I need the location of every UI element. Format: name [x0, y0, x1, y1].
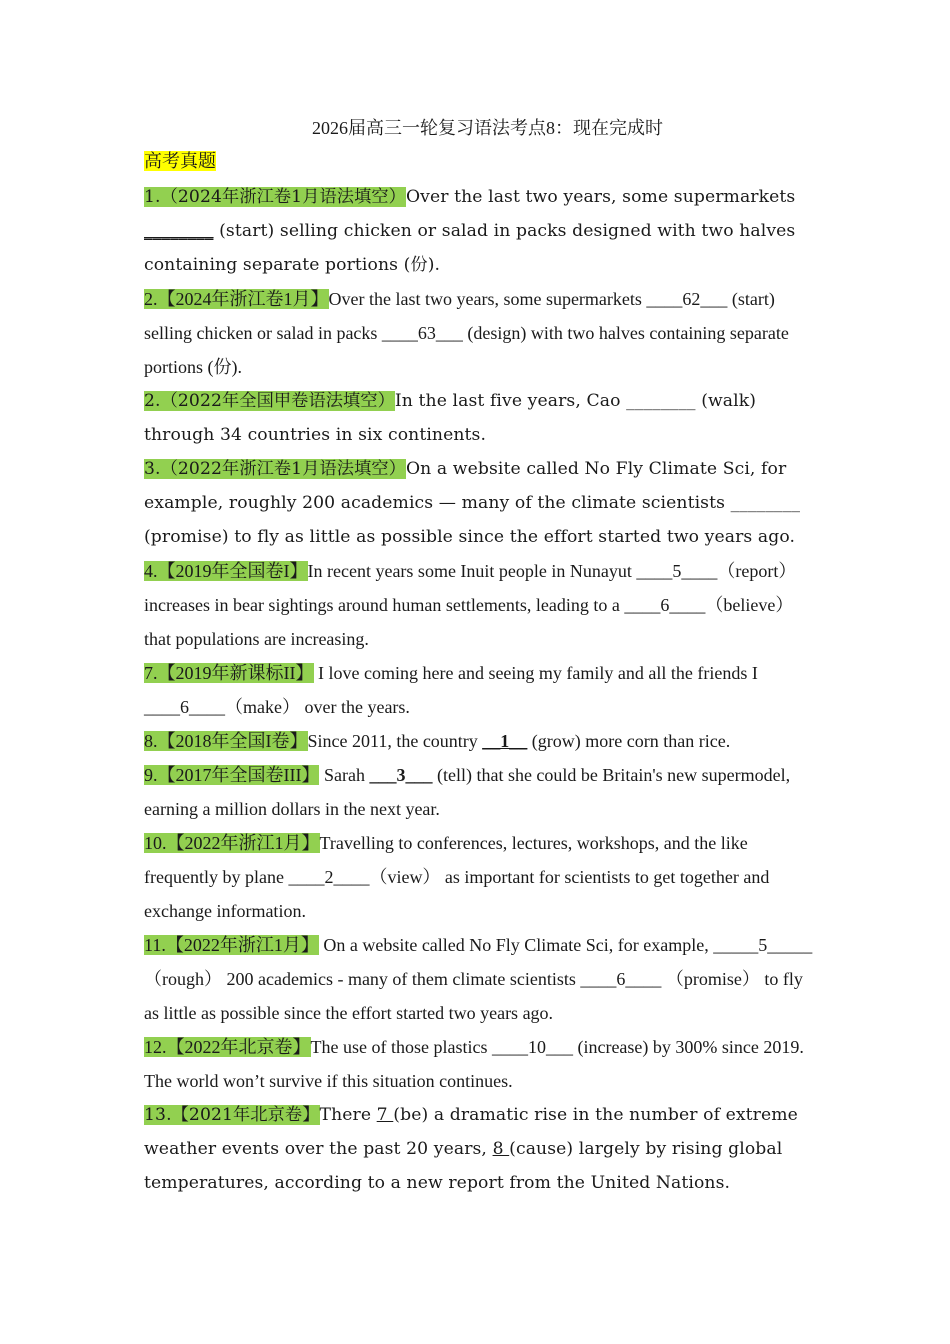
question-source-tag: 1.（2024年浙江卷1月语法填空） [144, 187, 406, 207]
answer-blank: ________ [144, 221, 214, 241]
question-text: In recent years some Inuit people in Nunayut ____5____（report） increases in bear sightings around human settlements, leading to a ____6____（believe） that populations are increasing. [144, 561, 797, 649]
question-item [144, 724, 814, 758]
question-source-tag: 2.【2024年浙江卷1月】 [144, 289, 329, 309]
question-text: On a website called No Fly Climate Sci, for example, roughly 200 academics — many of the climate scientists ________ (promise) to fly as little as possible since the effort started two years ago. [144, 459, 801, 547]
section-label [144, 148, 216, 174]
question-item [144, 758, 814, 826]
section-label-text: 高考真题 [144, 151, 216, 171]
answer-blank: 7 [376, 1105, 394, 1125]
question-item [144, 180, 814, 282]
question-item [144, 656, 814, 724]
question-item [144, 928, 814, 1030]
question-text: Over the last two years, some supermarkets [405, 187, 796, 207]
question-text: (be) a dramatic rise in the number of extreme weather events over the past 20 years, [144, 1105, 798, 1159]
question-source-tag: 8.【2018年全国I卷】 [144, 731, 308, 751]
question-text: I love coming here and seeing my family and all the friends I ____6____（make） over the years. [144, 663, 758, 717]
question-text: (cause) largely by rising global temperatures, according to a new report from the United Nations. [144, 1139, 783, 1193]
question-text: Over the last two years, some supermarkets ____62___ (start) selling chicken or salad in packs ____63___ (design) with two halves containing separate portions (份). [144, 289, 789, 377]
question-source-tag: 4.【2019年全国卷I】 [144, 561, 308, 581]
question-text: There [319, 1105, 377, 1125]
question-item [144, 282, 814, 384]
answer-blank: 8 [492, 1139, 510, 1159]
question-text: Since 2011, the country [307, 731, 483, 751]
question-source-tag: 10.【2022年浙江1月】 [144, 833, 320, 853]
question-text: The use of those plastics ____10___ (increase) by 300% since 2019. The world won’t survive if this situation continues. [144, 1037, 804, 1091]
question-item [144, 554, 814, 656]
question-source-tag: 11.【2022年浙江1月】 [144, 935, 319, 955]
question-source-tag: 13.【2021年北京卷】 [144, 1105, 320, 1125]
question-item [144, 826, 814, 928]
question-source-tag: 3.（2022年浙江卷1月语法填空） [144, 459, 406, 479]
question-list [144, 180, 814, 1200]
question-text: Sarah [319, 765, 370, 785]
question-item [144, 1030, 814, 1098]
page-title: 2026届高三一轮复习语法考点8：现在完成时 [312, 118, 663, 138]
question-source-tag: 9.【2017年全国卷III】 [144, 765, 320, 785]
question-text: (start) selling chicken or salad in packs designed with two halves containing separate portions (份). [144, 221, 796, 275]
question-text: In the last five years, Cao ________ (walk) through 34 countries in six continents. [144, 391, 757, 445]
question-item [144, 1098, 814, 1200]
question-item [144, 384, 814, 452]
question-item [144, 452, 814, 554]
question-text: (grow) more corn than rice. [527, 731, 731, 751]
question-source-tag: 7.【2019年新课标II】 [144, 663, 314, 683]
question-text: On a website called No Fly Climate Sci, for example, _____5_____（rough） 200 academics - many of them climate scientists ____6____ （promise） to fly as little as possible since the effort started two years ago. [144, 935, 813, 1023]
question-source-tag: 12.【2022年北京卷】 [144, 1037, 311, 1057]
question-source-tag: 2.（2022年全国甲卷语法填空） [144, 391, 395, 411]
question-text: Travelling to conferences, lectures, workshops, and the like frequently by plane ____2____（view） as important for scientists to get together and exchange information. [144, 833, 770, 921]
answer-blank: ___3___ [369, 765, 433, 785]
answer-blank: __1__ [482, 731, 528, 751]
question-text: (tell) that she could be Britain's new supermodel, earning a million dollars in the next year. [144, 765, 791, 819]
